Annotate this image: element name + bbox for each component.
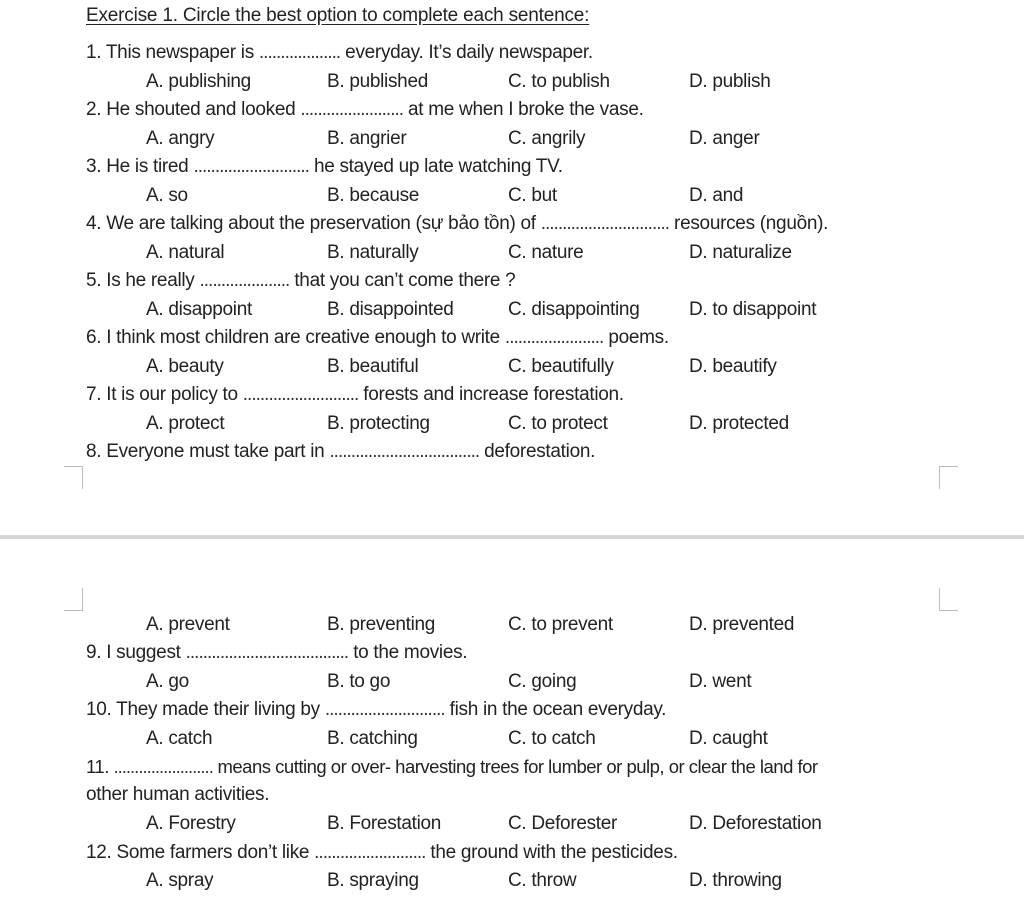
q12-option-a[interactable]: A. spray bbox=[146, 870, 214, 891]
question-8: 8. Everyone must take part in ................................... deforestation. bbox=[86, 441, 596, 462]
q8-option-c[interactable]: C. to prevent bbox=[508, 614, 613, 635]
q10-option-b[interactable]: B. catching bbox=[327, 728, 418, 749]
answer-blank[interactable]: ....................... bbox=[504, 327, 604, 348]
q7-option-d[interactable]: D. protected bbox=[689, 413, 789, 434]
q4-option-b[interactable]: B. naturally bbox=[327, 242, 419, 263]
question-9: 9. I suggest ...................................... to the movies. bbox=[86, 642, 468, 663]
q2-option-b[interactable]: B. angrier bbox=[327, 128, 407, 149]
q10-option-c[interactable]: C. to catch bbox=[508, 728, 596, 749]
answer-blank[interactable]: ................... bbox=[258, 42, 341, 63]
answer-blank[interactable]: ...................................... bbox=[185, 642, 349, 663]
q12-option-b[interactable]: B. spraying bbox=[327, 870, 419, 891]
q5-option-c[interactable]: C. disappointing bbox=[508, 299, 640, 320]
answer-blank[interactable]: .......................... bbox=[314, 842, 426, 863]
page-corner-mark bbox=[939, 588, 958, 611]
q3-option-b[interactable]: B. because bbox=[327, 185, 420, 206]
q3-option-d[interactable]: D. and bbox=[689, 185, 744, 206]
q11-option-c[interactable]: C. Deforester bbox=[508, 813, 618, 834]
exercise-title: Exercise 1. Circle the best option to complete each sentence: bbox=[86, 5, 590, 26]
answer-blank[interactable]: ..................... bbox=[199, 270, 290, 291]
q11-option-b[interactable]: B. Forestation bbox=[327, 813, 442, 834]
q2-option-d[interactable]: D. anger bbox=[689, 128, 760, 149]
answer-blank[interactable]: ........................... bbox=[242, 384, 359, 405]
question-11: 11. ........................ means cutting or over- harvesting trees for lumber or pulp, or clear the land for bbox=[86, 756, 818, 777]
q1-option-c[interactable]: C. to publish bbox=[508, 71, 610, 92]
question-3: 3. He is tired ........................... he stayed up late watching TV. bbox=[86, 156, 563, 177]
q1-option-d[interactable]: D. publish bbox=[689, 71, 771, 92]
q9-option-b[interactable]: B. to go bbox=[327, 671, 391, 692]
answer-blank[interactable]: ........................ bbox=[113, 756, 213, 777]
q3-option-a[interactable]: A. so bbox=[146, 185, 188, 206]
question-11-continued: other human activities. bbox=[86, 784, 270, 805]
question-4: 4. We are talking about the preservation (sự bảo tồn) of .............................. resources (nguồn). bbox=[86, 213, 829, 234]
q2-option-c[interactable]: C. angrily bbox=[508, 128, 586, 149]
page-corner-mark bbox=[64, 466, 83, 489]
question-2: 2. He shouted and looked ........................ at me when I broke the vase. bbox=[86, 99, 644, 120]
q11-option-a[interactable]: A. Forestry bbox=[146, 813, 236, 834]
q6-option-d[interactable]: D. beautify bbox=[689, 356, 777, 377]
q10-option-a[interactable]: A. catch bbox=[146, 728, 213, 749]
q8-option-d[interactable]: D. prevented bbox=[689, 614, 795, 635]
answer-blank[interactable]: ............................ bbox=[324, 699, 445, 720]
page-corner-mark bbox=[64, 588, 83, 611]
q6-option-a[interactable]: A. beauty bbox=[146, 356, 224, 377]
question-12: 12. Some farmers don’t like .......................... the ground with the pesticides. bbox=[86, 842, 678, 863]
q11-option-d[interactable]: D. Deforestation bbox=[689, 813, 822, 834]
q8-option-a[interactable]: A. prevent bbox=[146, 614, 230, 635]
q1-option-a[interactable]: A. publishing bbox=[146, 71, 251, 92]
answer-blank[interactable]: ................................... bbox=[329, 441, 480, 462]
q7-option-b[interactable]: B. protecting bbox=[327, 413, 430, 434]
q9-option-a[interactable]: A. go bbox=[146, 671, 189, 692]
q5-option-b[interactable]: B. disappointed bbox=[327, 299, 454, 320]
question-7: 7. It is our policy to ........................... forests and increase forestation. bbox=[86, 384, 624, 405]
page-corner-mark bbox=[939, 466, 958, 489]
q5-option-d[interactable]: D. to disappoint bbox=[689, 299, 817, 320]
q2-option-a[interactable]: A. angry bbox=[146, 128, 215, 149]
answer-blank[interactable]: ........................ bbox=[300, 99, 404, 120]
q5-option-a[interactable]: A. disappoint bbox=[146, 299, 252, 320]
q9-option-d[interactable]: D. went bbox=[689, 671, 752, 692]
q7-option-a[interactable]: A. protect bbox=[146, 413, 225, 434]
q9-option-c[interactable]: C. going bbox=[508, 671, 577, 692]
q4-option-d[interactable]: D. naturalize bbox=[689, 242, 792, 263]
q7-option-c[interactable]: C. to protect bbox=[508, 413, 608, 434]
q3-option-c[interactable]: C. but bbox=[508, 185, 557, 206]
q1-option-b[interactable]: B. published bbox=[327, 71, 428, 92]
question-1: 1. This newspaper is ................... everyday. It’s daily newspaper. bbox=[86, 42, 593, 63]
question-10: 10. They made their living by ............................ fish in the ocean everyday. bbox=[86, 699, 667, 720]
question-5: 5. Is he really ..................... that you can’t come there ? bbox=[86, 270, 516, 291]
q8-option-b[interactable]: B. preventing bbox=[327, 614, 436, 635]
question-6: 6. I think most children are creative enough to write ....................... poems. bbox=[86, 327, 669, 348]
answer-blank[interactable]: ........................... bbox=[193, 156, 309, 177]
q12-option-c[interactable]: C. throw bbox=[508, 870, 577, 891]
q4-option-c[interactable]: C. nature bbox=[508, 242, 584, 263]
q10-option-d[interactable]: D. caught bbox=[689, 728, 768, 749]
q4-option-a[interactable]: A. natural bbox=[146, 242, 225, 263]
q12-option-d[interactable]: D. throwing bbox=[689, 870, 782, 891]
answer-blank[interactable]: .............................. bbox=[540, 213, 670, 234]
q6-option-c[interactable]: C. beautifully bbox=[508, 356, 614, 377]
q6-option-b[interactable]: B. beautiful bbox=[327, 356, 419, 377]
